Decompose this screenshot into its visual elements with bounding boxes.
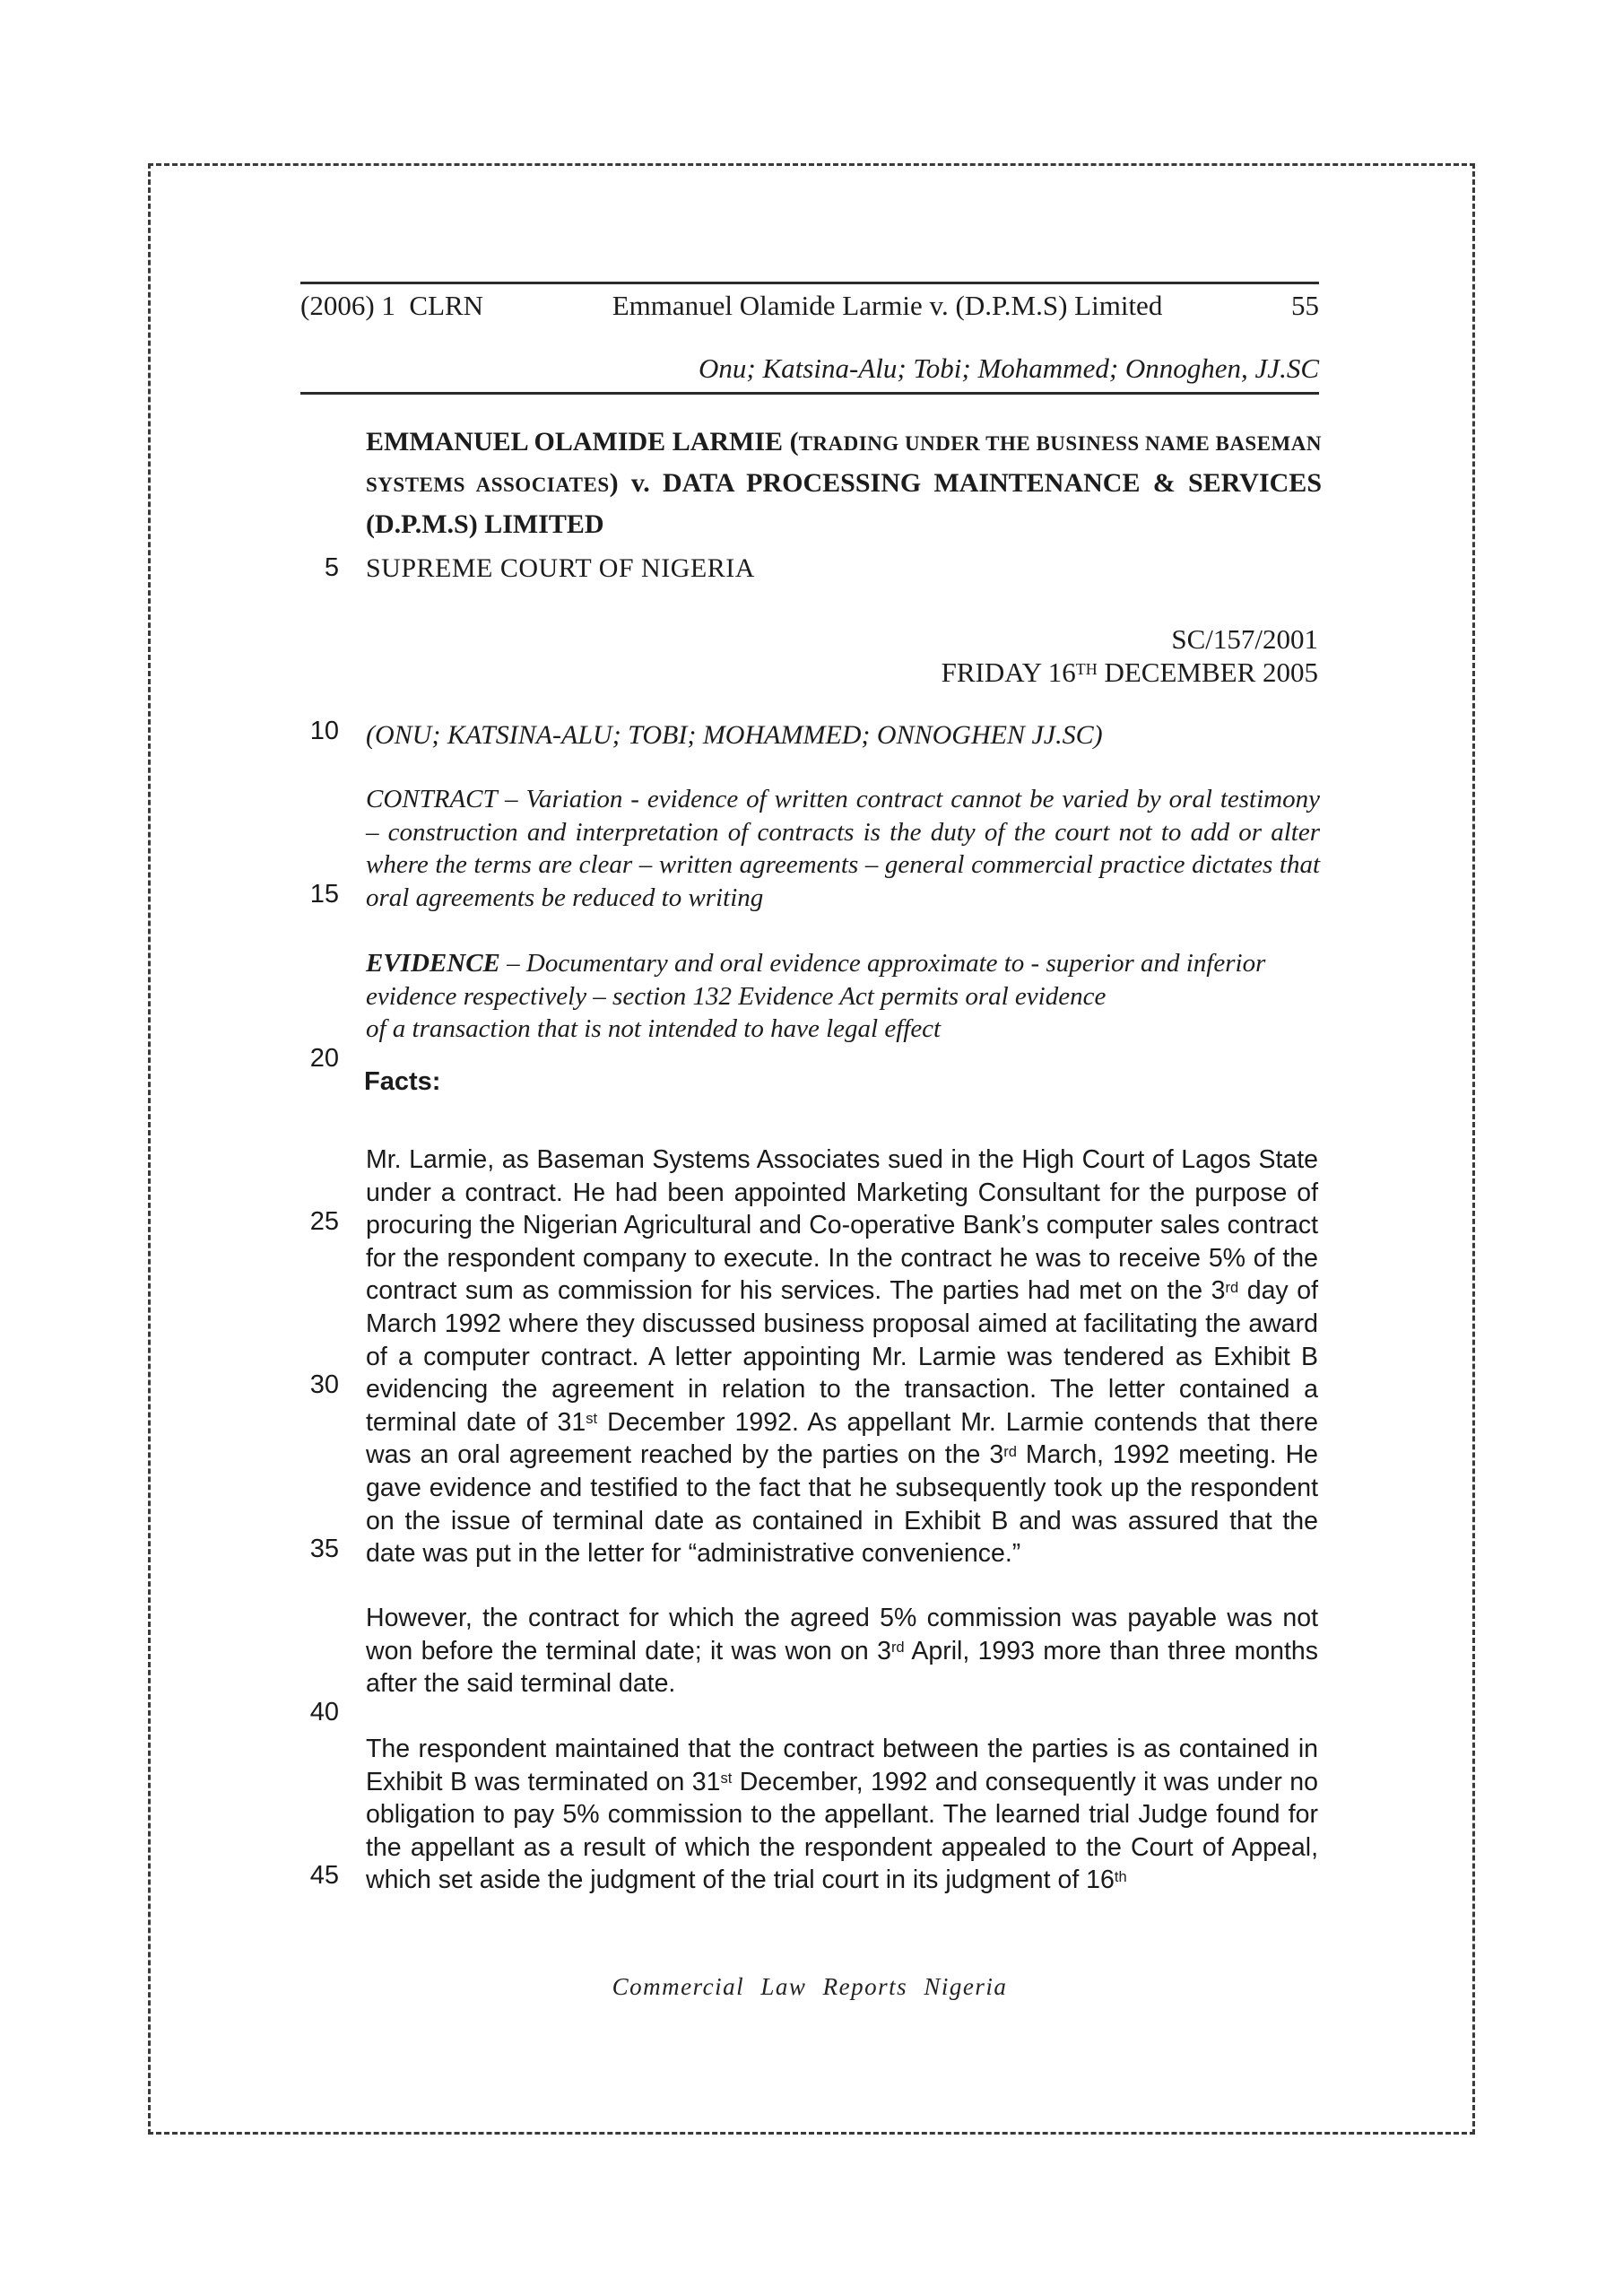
margin-line-number: 20 — [309, 1044, 339, 1073]
case-title-smallcaps: TRADING UNDER THE BUSINESS NAME BASEMAN SYSTEMS ASSOCIATES — [366, 432, 1322, 496]
headnote-evidence — [366, 947, 1320, 1046]
facts-paragraph: The respondent maintained that the contract between the parties is as contained in Exhibit B was terminated on 31st December, 1992 and consequently it was under no obligation to pay 5% commission to the appellant. The learned trial Judge found for the appellant as a result of which the respondent appealed to the Court of Appeal, which set aside the judgment of the trial court in its judgment of 16th — [366, 1735, 1318, 1895]
headnote-evidence-text: – Documentary and oral evidence approximate to - superior and inferior evidence respectively – section 132 Evidence Act permits oral evidence of a transaction that is not intended to have legal effect — [366, 949, 1266, 1043]
case-reference — [366, 622, 1318, 689]
case-title — [366, 422, 1322, 544]
report-citation: (2006) 1 CLRN — [300, 290, 484, 321]
headnote-contract-label: CONTRACT — [366, 785, 498, 813]
facts-heading: Facts: — [364, 1067, 441, 1096]
margin-line-number: 40 — [309, 1698, 339, 1726]
suit-number: SC/157/2001 — [1171, 623, 1318, 655]
margin-line-number: 15 — [309, 880, 339, 909]
court-name: SUPREME COURT OF NIGERIA — [366, 553, 755, 583]
header-top-rule — [300, 282, 1319, 284]
margin-line-number: 30 — [309, 1370, 339, 1399]
footer-publication-name: Commercial Law Reports Nigeria — [612, 1973, 1008, 2000]
margin-line-number: 45 — [309, 1861, 339, 1890]
case-title-lead: EMMANUEL OLAMIDE LARMIE ( — [366, 427, 799, 457]
margin-line-number: 35 — [309, 1535, 339, 1563]
facts-paragraph: However, the contract for which the agreed 5% commission was payable was not won before the terminal date; it was won on 3rd April, 1993 more than three months after the said terminal date. — [366, 1604, 1319, 1699]
judges-line: Onu; Katsina-Alu; Tobi; Mohammed; Onnoghen, JJ.SC — [699, 352, 1319, 384]
coram-line: (ONU; KATSINA-ALU; TOBI; MOHAMMED; ONNOGHEN JJ.SC) — [366, 720, 1103, 750]
running-header — [300, 290, 1319, 322]
headnote-contract-text: – Variation - evidence of written contract cannot be varied by oral testimony – construction and interpretation of contracts is the duty of the court not to add or alter where the terms are clear – written agreements – general commercial practice dictates that oral agreements be reduced to writing — [366, 785, 1320, 912]
judgment-date: FRIDAY 16TH DECEMBER 2005 — [941, 657, 1318, 688]
headnote-evidence-label: EVIDENCE — [366, 949, 500, 978]
margin-line-number: 10 — [309, 717, 339, 745]
header-bottom-rule — [300, 392, 1319, 395]
margin-line-number: 25 — [309, 1207, 339, 1236]
page-number: 55 — [1291, 290, 1319, 321]
case-title-tail: ) v. DATA PROCESSING MAINTENANCE & SERVICES (D.P.M.S) LIMITED — [366, 468, 1323, 539]
margin-line-number: 5 — [324, 553, 339, 582]
running-case-name: Emmanuel Olamide Larmie v. (D.P.M.S) Limited — [612, 290, 1163, 321]
facts-paragraph: Mr. Larmie, as Baseman Systems Associates sued in the High Court of Lagos State under a contract. He had been appointed Marketing Consultant for the purpose of procuring the Nigerian Agricultural and Co-operative Bank’s computer sales contract for the respondent company to execute. In the contract he was to receive 5% of the contract sum as commission for his services. The parties had met on the 3rd day of March 1992 where they discussed business proposal aimed at facilitating the award of a computer contract. A letter appointing Mr. Larmie was tendered as Exhibit B evidencing the agreement in relation to the transaction. The letter contained a terminal date of 31st December 1992. As appellant Mr. Larmie contends that there was an oral agreement reached by the parties on the 3rd March, 1992 meeting. He gave evidence and testified to the fact that he subsequently took up the respondent on the issue of terminal date as contained in Exhibit B and was assured that the date was put in the letter for “administrative convenience.” — [366, 1145, 1319, 1569]
headnote-contract — [366, 783, 1320, 914]
